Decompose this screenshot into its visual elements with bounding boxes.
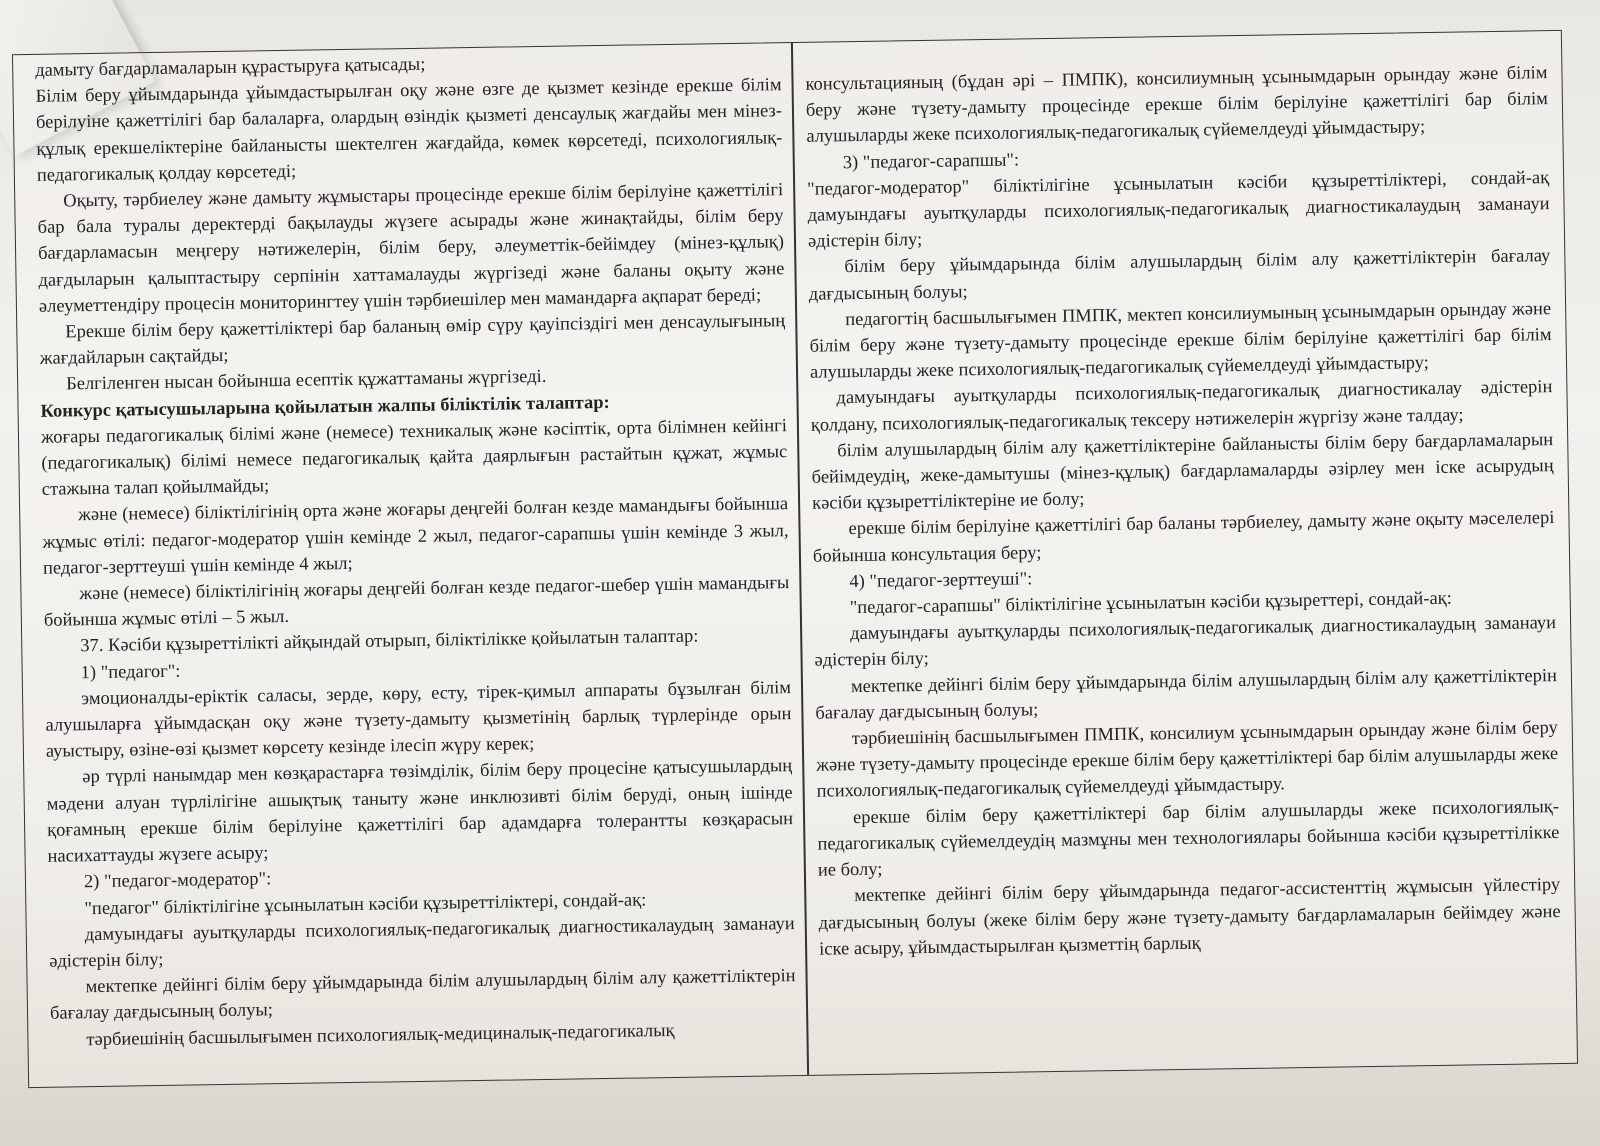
paragraph: "педагог-модератор" біліктілігіне ұсынылатын кәсіби құзыреттіліктері, сондай-ақ дамуындағы ауытқуларды психологиялық-педагогикалық диагностикалаудың заманауи әдістерін білу;	[807, 166, 1550, 251]
paragraph: жоғары педагогикалық білімі және (немесе) техникалық және кәсіптік, орта білімнен кейінгі (педагогикалық) білімі немесе педагогикалық қайта даярлығын растайтын құжат, жұмыс стажына талап қойылмайды;	[40, 414, 788, 500]
document-table	[12, 30, 1578, 1088]
paragraph: 3) "педагог-сарапшы":	[842, 149, 1020, 172]
paragraph: дамуындағы ауытқуларды психологиялық-педагогикалық диагностикалау әдістерін қолдану, психологиялық-педагогикалық тексеру нәтижелерін жүргізу және талдау;	[810, 376, 1553, 435]
paragraph: 37. Кәсіби құзыреттілікті айқындай отырып, біліктілікке қойылатын талаптар:	[80, 625, 699, 656]
paragraph: 4) "педагог-зерттеуші":	[849, 568, 1033, 592]
paragraph: мектепке дейінгі білім беру ұйымдарында педагог-ассистенттің жұмысын үйлестіру дағдысының болуы (жеке білім беру және түзету-дамыту бағдарламаларын бейімдеу және іске асыру, ұйымдастырылған қызметтің барлық	[818, 874, 1561, 959]
left-column	[13, 43, 807, 1087]
paragraph: консультацияның (бұдан әрі – ПМПК), консилиумның ұсынымдарын орындау және білім беру және түзету-дамыту процесінде ерекше білім берілуіне қажеттілігі бар білім алушыларды жеке психологиялық-педагогикалық сүйемелдеуді ұйымдастыру;	[805, 62, 1549, 147]
paragraph: Білім беру ұйымдарында ұйымдастырылған оқу және өзге де қызмет кезінде ерекше білім берілуіне қажеттілігі бар балаларға, олардың өзіндік қызметі денсаулық жағдайы мен мінез-құлық ерекшеліктеріне байланысты шектелген жағдайда, көмек көрсетеді, психологиялық-педагогикалық қолдау көрсетеді;	[35, 74, 783, 185]
right-column	[793, 31, 1577, 1075]
paragraph: және (немесе) біліктілігінің орта және жоғары деңгейі болған кезде мамандығы бойынша жұмыс өтілі: педагог-модератор үшін кемінде 2 жыл, педагог-сарапшы үшін кемінде 3 жыл, педагог-зерттеуші үшін кемінде 4 жыл;	[42, 493, 789, 578]
paragraph: Белгіленген нысан бойынша есептік құжаттаманы жүргізеді.	[66, 366, 547, 394]
paragraph: мектепке дейінгі білім беру ұйымдарында білім алушылардың білім алу қажеттіліктерін бағалау дағдысының болуы;	[815, 664, 1558, 723]
paragraph: 2) "педагог-модератор":	[83, 868, 272, 892]
paragraph: дамыту бағдарламаларын құрастыруға қатысады;	[35, 53, 426, 80]
paragraph: тәрбиешінің басшылығымен ПМПК, консилиум ұсынымдарын орындау және білім беру және түзету-дамыту процесінде ерекше білім беру қажеттіліктері бар білім алушыларды жеке психологиялық-педагогикалық сүйемелдеуді ұйымдастыру.	[816, 717, 1559, 802]
paragraph: Оқыту, тәрбиелеу және дамыту жұмыстары процесінде ерекше білім берілуіне қажеттілігі бар бала туралы деректерді бақылауды жүзеге асырады және жинақтайды, білім беру бағдарламасын меңгеру нәтижелерін, білім беру, әлеуметтік-бейімдеу (мінез-құлық) дағдыларын қалыптастыру серпінін хаттамалауды жүргізеді және баланы оқыту және әлеуметтендіру процесін мониторингтеу үшін тәрбиешілер мен мамандарға ақпарат береді;	[37, 179, 785, 316]
paragraph: "педагог" біліктілігіне ұсынылатын кәсіби құзыреттіліктері, сондай-ақ:	[84, 888, 647, 918]
paragraph: ерекше білім беру қажеттіліктері бар білім алушыларды жеке психологиялық-педагогикалық сүйемелдеудің мазмұны мен технологиялары бойынша кәсіби құзыреттілікке ие болу;	[817, 795, 1560, 880]
paragraph: педагогтің басшылығымен ПМПК, мектеп консилиумының ұсынымдарын орындау және білім беру және түзету-дамыту процесінде ерекше білім берілуіне қажеттілігі бар білім алушыларды жеке психологиялық-педагогикалық сүйемелдеуді ұйымдастыру;	[809, 297, 1552, 382]
paragraph: ерекше білім берілуіне қажеттілігі бар баланы тәрбиелеу, дамыту және оқыту мәселелері бойынша консультация беру;	[812, 507, 1555, 566]
paragraph: тәрбиешінің басшылығымен психологиялық-медициналық-педагогикалық	[86, 1019, 675, 1049]
paragraph: және (немесе) біліктілігінің жоғары деңгейі болған кезде педагог-шебер үшін мамандығы бойынша жұмыс өтілі – 5 жыл.	[43, 572, 790, 631]
paragraph: дамуындағы ауытқуларды психологиялық-педагогикалық диагностикалаудың заманауи әдістерін білу;	[49, 912, 795, 971]
paragraph: әр түрлі нанымдар мен көзқарастарға төзімділік, білім беру процесіне қатысушылардың мәдени алуан түрлілігіне ашықтық таныту және инклюзивті білім беруді, оның ішінде қоғамның ерекше білім берілуіне қажеттілігі бар адамдарға толерантты көзқарасын насихаттауды жүзеге асыру;	[46, 755, 794, 866]
paragraph: "педагог-сарапшы" біліктілігіне ұсынылатын кәсіби құзыреттері, сондай-ақ:	[849, 587, 1453, 618]
paragraph: эмоционалды-еріктік саласы, зерде, көру, есту, тірек-қимыл аппараты бұзылған білім алушыларға ұйымдасқан оқу және түзету-дамыту қызметінің барлық түрлерінде орын ауыстыру, өзіне-өзі қызмет көрсету кезінде ілесіп жүру керек;	[45, 676, 792, 762]
paragraph: Ерекше білім беру қажеттіліктері бар баланың өмір сүру қауіпсіздігі мен денсаулығының жағдайларын сақтайды;	[39, 310, 786, 369]
paragraph: білім беру ұйымдарында білім алушылардың білім алу қажеттіліктерін бағалау дағдысының болуы;	[808, 245, 1551, 304]
paragraph: 1) "педагог":	[80, 660, 181, 682]
paragraph: білім алушылардың білім алу қажеттіліктеріне байланысты білім беру бағдарламаларын бейімдеудің, жеке-дамытушы (мінез-құлық) бағдарламаларды әзірлеу мен іске асырудың кәсіби құзыреттіліктеріне ие болу;	[811, 428, 1554, 513]
paragraph: мектепке дейінгі білім беру ұйымдарында білім алушылардың білім алу қажеттіліктерін бағалау дағдысының болуы;	[49, 965, 796, 1024]
paragraph: дамуындағы ауытқуларды психологиялық-педагогикалық диагностикалаудың заманауи әдістерін білу;	[814, 612, 1557, 671]
section-heading: Конкурс қатысушыларына қойылатын жалпы біліктілік талаптар:	[40, 391, 610, 421]
